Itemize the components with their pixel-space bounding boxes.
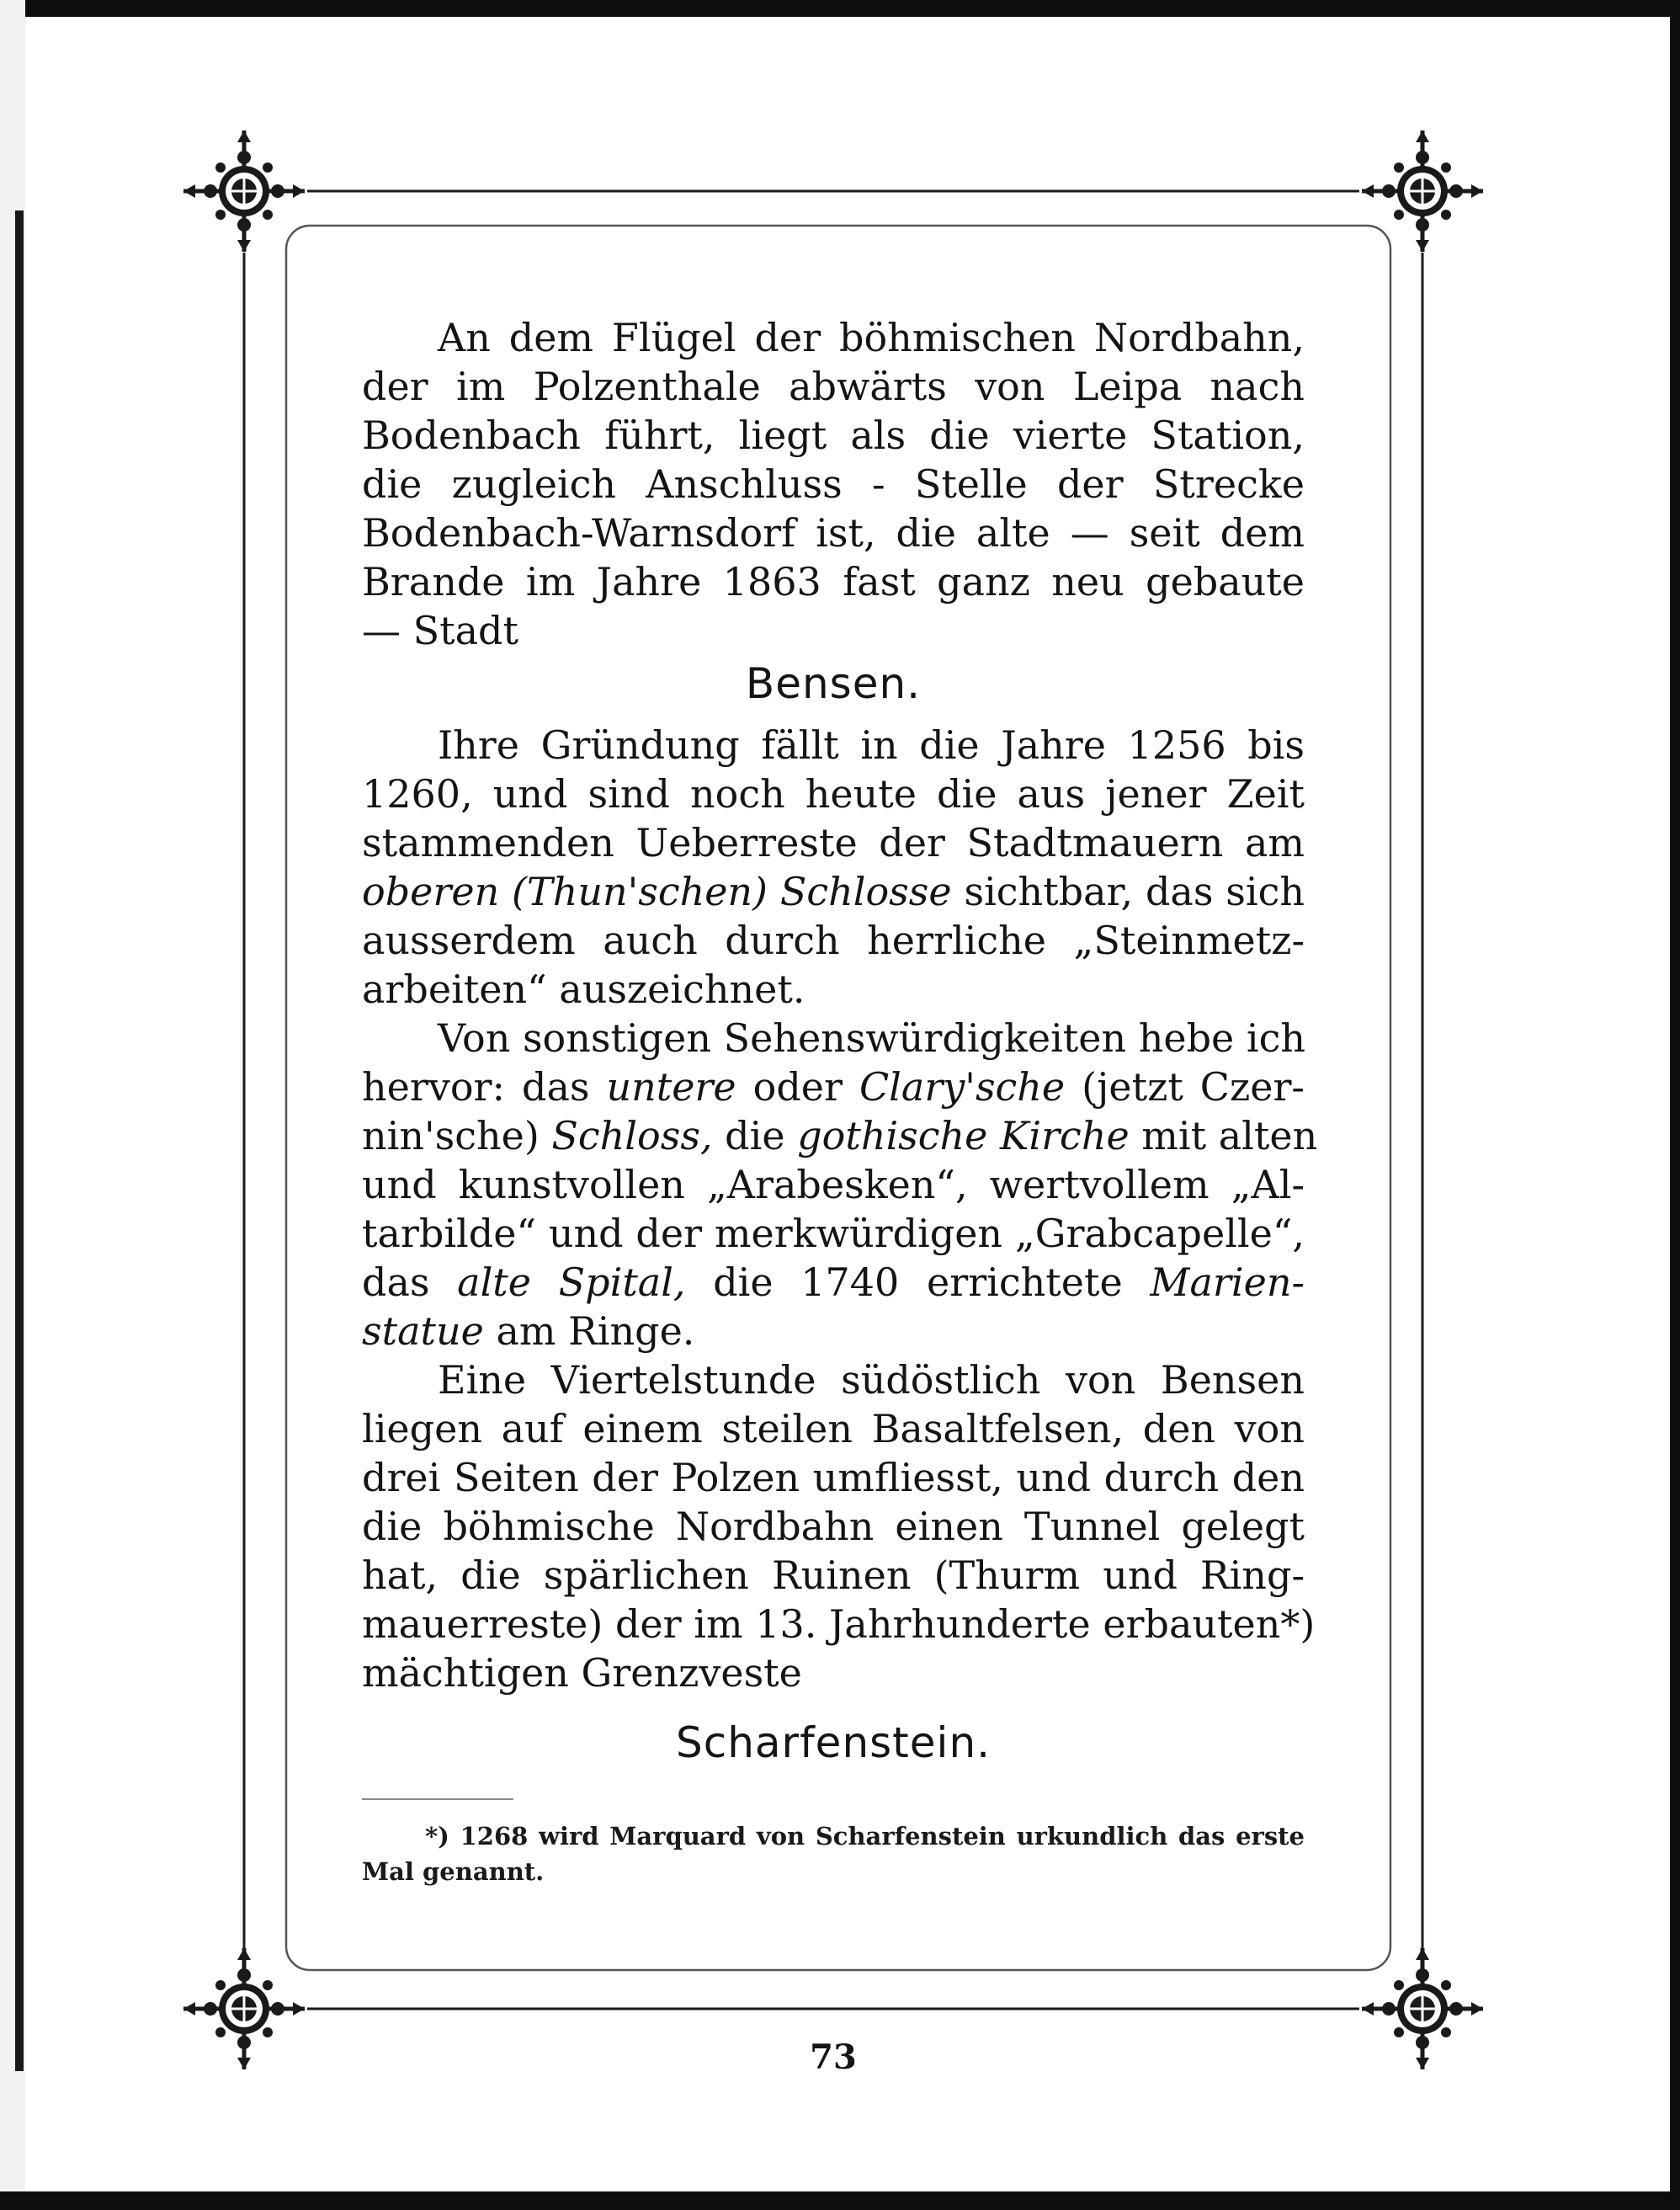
- paragraph-3-line: [362, 1307, 1305, 1355]
- paragraph-2-line: Ihre Gründung fällt in die Jahre 1256 bis: [438, 722, 1305, 768]
- italic-term: Marien-: [1150, 1259, 1305, 1305]
- paragraph-4-line: Eine Viertelstunde südöstlich von Bensen: [438, 1357, 1305, 1403]
- paragraph-3-line: [362, 1258, 1305, 1307]
- paragraph-3-line: und kunstvollen „Arabesken“, wertvollem „Al-: [362, 1162, 1305, 1207]
- paragraph-4-line: hat, die spärlichen Ruinen (Thurm und Ring-: [362, 1552, 1305, 1598]
- paragraph-4-line: drei Seiten der Polzen umfliesst, und durch den: [362, 1455, 1305, 1500]
- italic-term: Clary'sche: [859, 1064, 1066, 1110]
- paragraph-3-line: Von sonstigen Sehenswürdigkeiten hebe ich: [438, 1015, 1306, 1061]
- paragraph-2-line: arbeiten“ auszeichnet.: [362, 967, 805, 1012]
- paragraph-2-line: ausserdem auch durch herrliche „Steinmetz-: [362, 918, 1305, 963]
- italic-term: gothische Kirche: [797, 1113, 1130, 1158]
- text-run: die: [712, 1113, 798, 1158]
- paragraph-2-line: [362, 867, 1305, 916]
- heading-bensen: Bensen.: [745, 659, 922, 708]
- italic-term: oberen (Thun'schen) Schlosse: [362, 869, 952, 914]
- paragraph-1-line: Bodenbach führt, liegt als die vierte Station,: [362, 413, 1305, 458]
- text-run: (jetzt Czer-: [1065, 1064, 1305, 1110]
- italic-term: Schloss,: [551, 1113, 713, 1158]
- paragraph-4-line: mächtigen Grenzveste: [362, 1650, 802, 1696]
- italic-term: statue: [362, 1308, 484, 1354]
- italic-term: untere: [606, 1064, 736, 1110]
- footnote-line: *) 1268 wird Marquard von Scharfenstein urkundlich das erste: [425, 1822, 1305, 1851]
- text-run: mit alten: [1129, 1113, 1318, 1158]
- text-run: das: [362, 1259, 458, 1305]
- text-run: hervor: das: [362, 1064, 607, 1110]
- paragraph-1-line: Bodenbach-Warnsdorf ist, die alte — seit dem: [362, 510, 1305, 556]
- paragraph-1-line: der im Polzenthale abwärts von Leipa nach: [362, 364, 1305, 409]
- footnote: [362, 1819, 1305, 1889]
- text-run: sichtbar, das sich: [951, 869, 1305, 914]
- paragraph-2-line: stammenden Ueberreste der Stadtmauern am: [362, 820, 1305, 865]
- text-run: nin'sche): [362, 1113, 552, 1158]
- footnote-separator: [362, 1798, 513, 1800]
- text-run: oder: [736, 1064, 859, 1110]
- page-number: 73: [810, 2037, 857, 2077]
- footnote-line: Mal genannt.: [362, 1857, 545, 1886]
- paragraph-1-line: An dem Flügel der böhmischen Nordbahn,: [438, 315, 1305, 360]
- text-run: die 1740 errichtete: [685, 1259, 1151, 1305]
- paragraph-4-line: mauerreste) der im 13. Jahrhunderte erbauten*): [362, 1601, 1316, 1647]
- paragraph-2-line: 1260, und sind noch heute die aus jener Zeit: [362, 771, 1305, 817]
- heading-scharfenstein: Scharfenstein.: [675, 1718, 992, 1767]
- paragraph-4-line: die böhmische Nordbahn einen Tunnel gelegt: [362, 1504, 1305, 1549]
- italic-term: alte Spital,: [457, 1259, 686, 1305]
- main-text: [362, 313, 1318, 1767]
- paragraph-3-line: [362, 1111, 1318, 1160]
- paragraph-1-line: — Stadt: [362, 608, 518, 653]
- paragraph-3-line: tarbilde“ und der merkwürdigen „Grabcapelle“,: [362, 1211, 1305, 1256]
- paragraph-4-line: liegen auf einem steilen Basaltfelsen, den von: [362, 1406, 1305, 1451]
- paragraph-1-line: die zugleich Anschluss - Stelle der Strecke: [362, 461, 1305, 507]
- paragraph-1-line: Brande im Jahre 1863 fast ganz neu gebaute: [362, 559, 1305, 604]
- text-run: am Ringe.: [483, 1308, 695, 1354]
- paragraph-3-line: [362, 1062, 1305, 1111]
